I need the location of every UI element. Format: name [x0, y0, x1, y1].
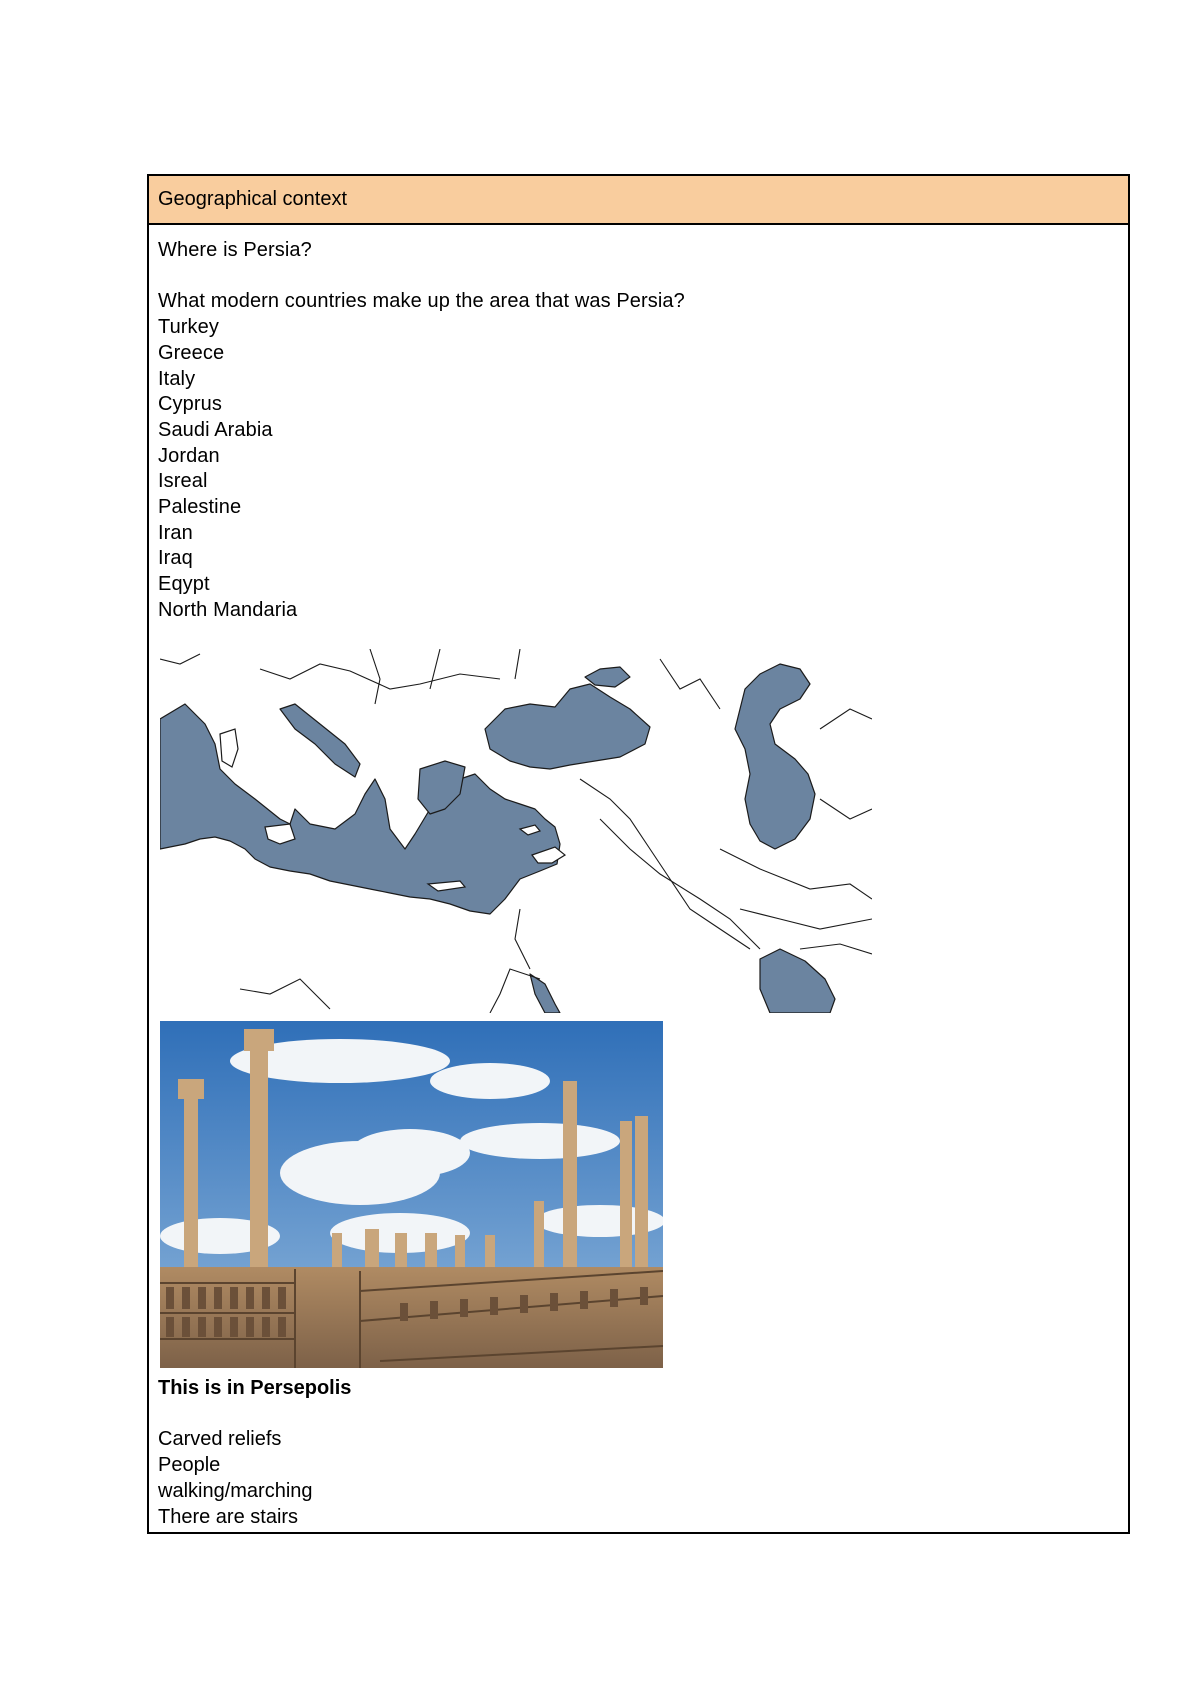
country-item: Greece: [158, 341, 225, 364]
map-image: [160, 649, 872, 1013]
text-lines: [158, 238, 685, 624]
section-title: Geographical context: [158, 188, 348, 210]
note-item: walking/marching: [158, 1479, 313, 1502]
country-item: Iraq: [158, 547, 193, 570]
question-modern-countries: What modern countries make up the area that was Persia?: [158, 290, 685, 313]
note-item: People: [158, 1454, 221, 1477]
geographical-context-box: [147, 174, 1130, 1534]
country-item: Jordan: [158, 444, 220, 467]
country-item: North Mandaria: [158, 598, 298, 621]
country-item: Cyprus: [158, 393, 222, 416]
country-item: Saudi Arabia: [158, 418, 273, 441]
photo-caption: This is in Persepolis: [158, 1377, 352, 1399]
country-item: Isreal: [158, 470, 208, 493]
country-item: Palestine: [158, 496, 242, 519]
caption-block: [158, 1376, 351, 1530]
section-header: [149, 176, 1128, 225]
note-item: There are stairs: [158, 1505, 299, 1528]
country-item: Turkey: [158, 316, 219, 339]
country-item: Iran: [158, 521, 193, 544]
section-body: [149, 225, 1128, 1532]
question-where: Where is Persia?: [158, 239, 312, 261]
country-item: Eqypt: [158, 573, 210, 596]
persepolis-photo: [160, 1021, 663, 1368]
note-item: Carved reliefs: [158, 1428, 282, 1451]
country-item: Italy: [158, 367, 196, 390]
